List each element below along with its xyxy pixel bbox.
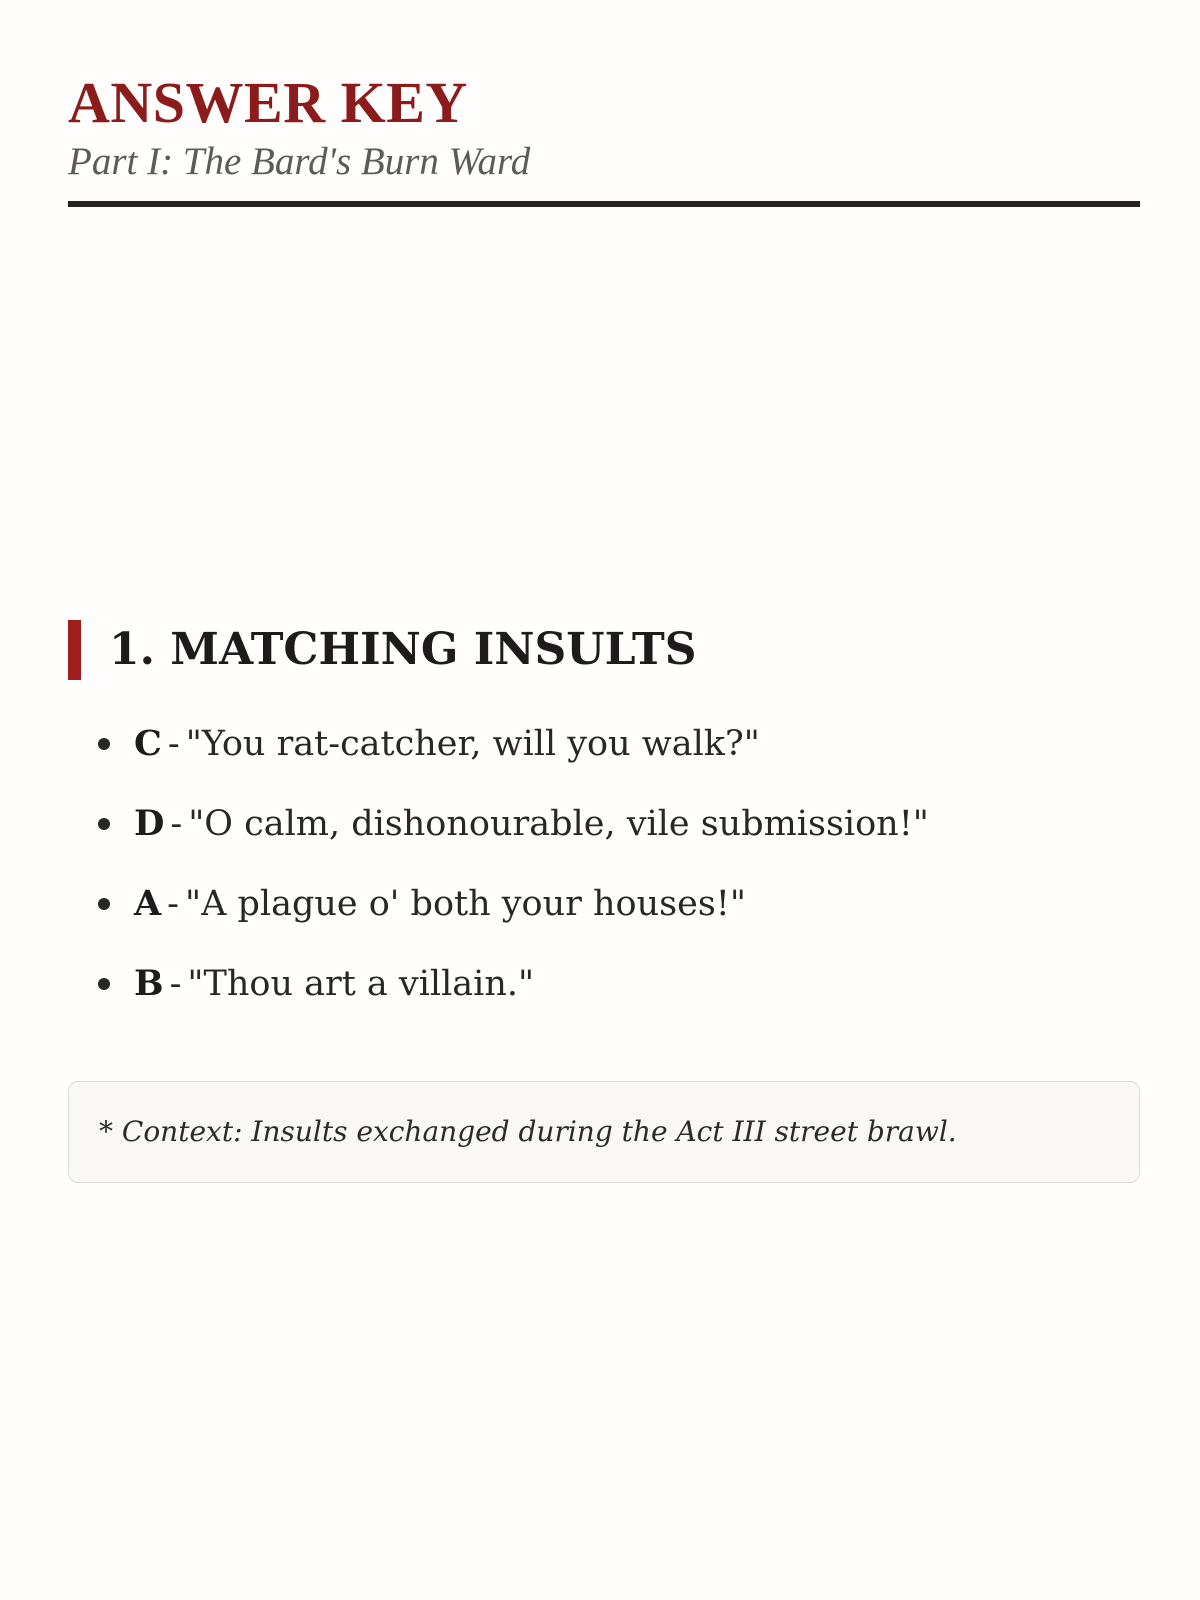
page-title: ANSWER KEY xyxy=(68,70,468,135)
bullet-icon xyxy=(98,738,110,750)
answer-item xyxy=(68,800,1140,880)
answer-quote: "Thou art a villain." xyxy=(187,964,535,1004)
answer-quote: "You rat-catcher, will you walk?" xyxy=(185,724,760,764)
bullet-icon xyxy=(98,818,110,830)
header-divider xyxy=(68,201,1140,207)
answer-quote: "O calm, dishonourable, vile submission!" xyxy=(188,804,929,844)
section-accent-bar xyxy=(68,620,81,680)
bullet-icon xyxy=(98,898,110,910)
answer-list xyxy=(68,720,1140,1040)
context-note xyxy=(68,1081,1140,1183)
answer-separator: - xyxy=(167,724,180,764)
answer-item xyxy=(68,960,1140,1040)
answer-separator: - xyxy=(167,884,179,924)
bullet-icon xyxy=(98,978,110,990)
page-subtitle: Part I: The Bard's Burn Ward xyxy=(68,140,531,183)
header xyxy=(68,72,1140,184)
answer-letter: A xyxy=(134,883,162,924)
answer-letter: C xyxy=(134,723,162,764)
matching-insults-section xyxy=(68,620,1140,1040)
section-heading xyxy=(68,620,1140,680)
answer-separator: - xyxy=(170,804,183,844)
answer-letter: B xyxy=(134,963,164,1004)
answer-separator: - xyxy=(169,964,182,1004)
context-text: * Context: Insults exchanged during the Act III street brawl. xyxy=(99,1115,957,1148)
section-title: 1. MATCHING INSULTS xyxy=(109,624,697,675)
answer-item xyxy=(68,720,1140,800)
answer-letter: D xyxy=(134,803,165,844)
answer-item xyxy=(68,880,1140,960)
answer-quote: "A plague o' both your houses!" xyxy=(184,884,746,924)
